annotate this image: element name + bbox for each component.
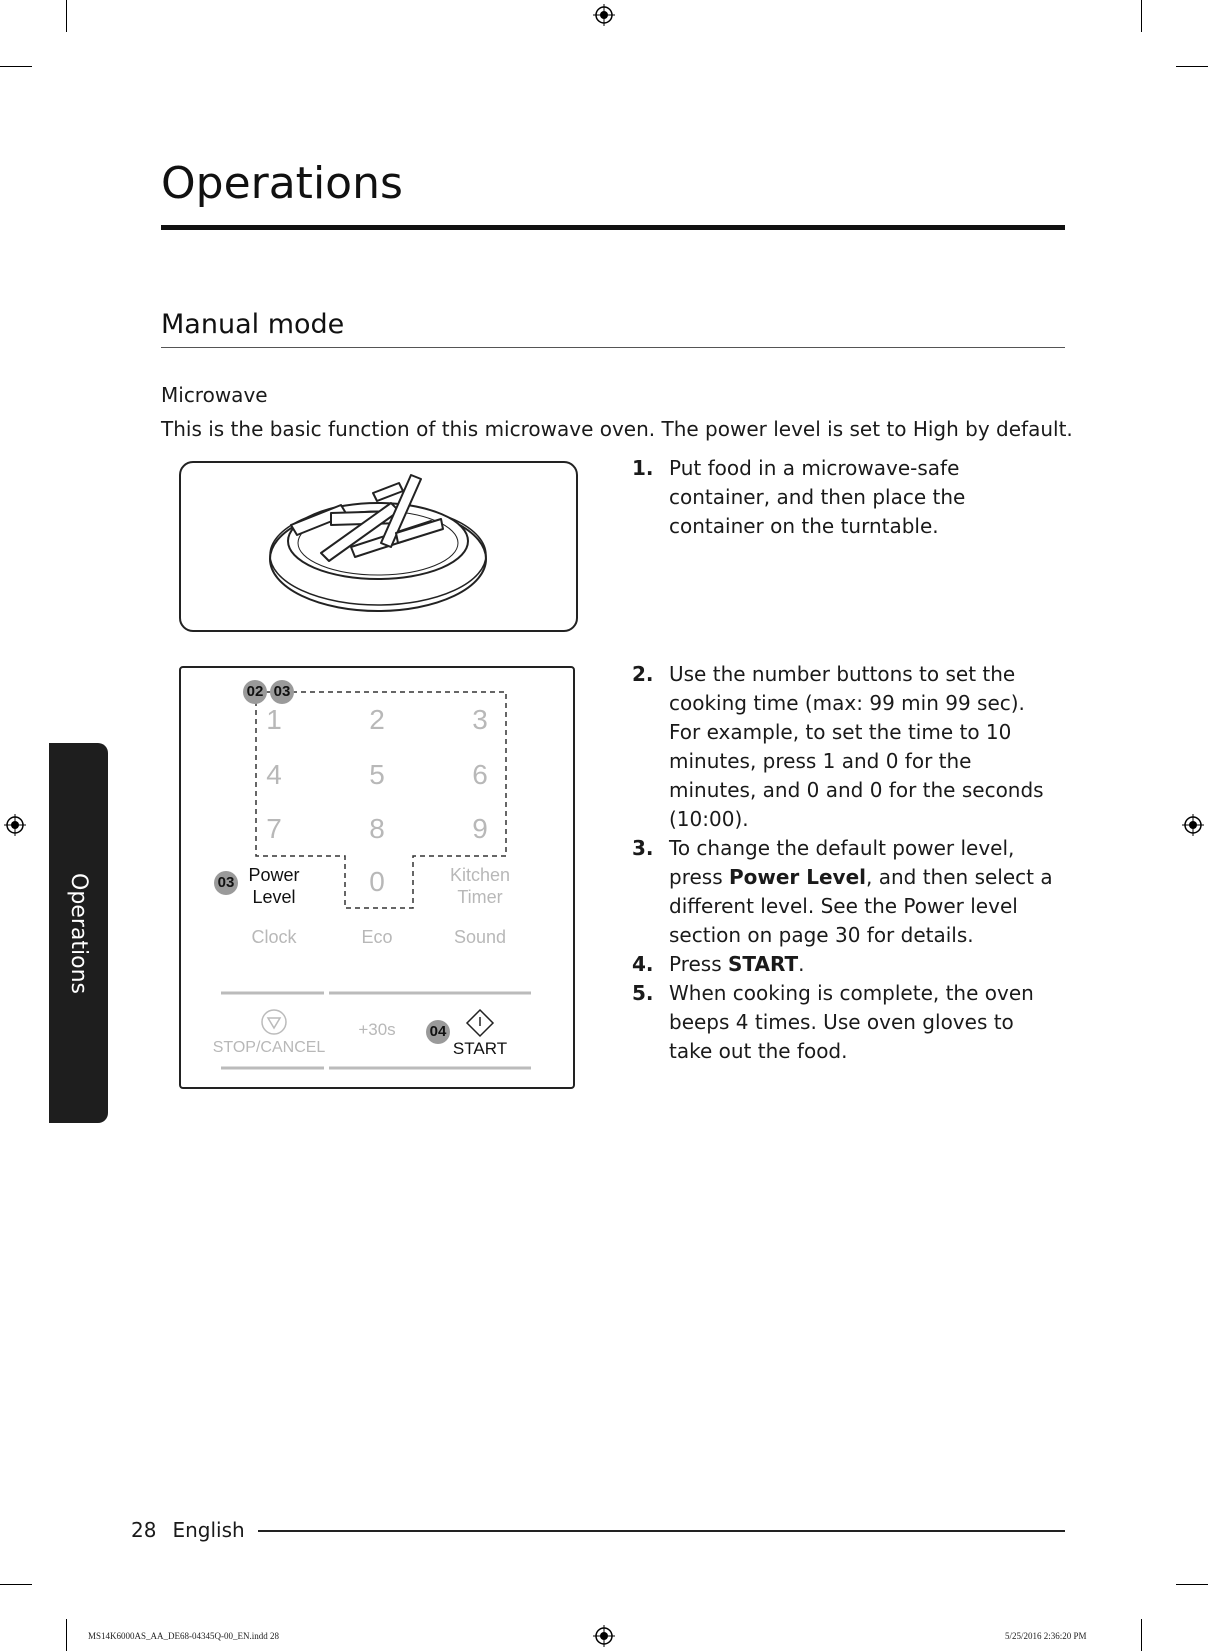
digit-2-button[interactable]: 2 [369, 704, 385, 735]
footer-rule [258, 1530, 1065, 1532]
section-heading: Manual mode [161, 309, 345, 340]
registration-mark-icon [593, 4, 615, 26]
crop-mark [1176, 1584, 1208, 1585]
subheading: Microwave [161, 383, 268, 407]
digit-4-button[interactable]: 4 [266, 759, 282, 790]
digit-1-button[interactable]: 1 [266, 704, 282, 735]
crop-mark [0, 66, 32, 67]
control-panel-illustration [179, 666, 575, 1089]
step-badge-03: 03 [270, 680, 294, 704]
step-5: 5. When cooking is complete, the oven beeps 4 times. Use oven gloves to take out the food. [632, 981, 1034, 1063]
side-tab [49, 743, 108, 1123]
plate-with-food-icon [181, 463, 576, 630]
kitchen-timer-button[interactable]: Kitchen Timer [449, 865, 511, 907]
page-footer [131, 1517, 245, 1543]
clock-button[interactable]: Clock [251, 927, 297, 947]
footer-language: English [172, 1518, 245, 1542]
slug-filename: MS14K6000AS_AA_DE68-04345Q-00_EN.indd 28 [88, 1631, 279, 1641]
digit-7-button[interactable]: 7 [266, 813, 282, 844]
digit-3-button[interactable]: 3 [472, 704, 488, 735]
plus30-button[interactable]: +30s [358, 1020, 396, 1039]
stop-icon [260, 1008, 288, 1036]
page-title: Operations [161, 158, 403, 209]
digit-8-button[interactable]: 8 [369, 813, 385, 844]
step-1: 1. Put food in a microwave-safe container, and then place the container on the turntable. [632, 456, 966, 538]
digit-0-button[interactable]: 0 [369, 866, 385, 897]
digit-5-button[interactable]: 5 [369, 759, 385, 790]
digit-6-button[interactable]: 6 [472, 759, 488, 790]
section-rule [161, 347, 1065, 348]
crop-mark [1141, 1619, 1142, 1651]
stop-cancel-button[interactable]: STOP/CANCEL [212, 1039, 326, 1056]
page-number: 28 [131, 1518, 157, 1542]
steps-group-1 [632, 454, 1062, 541]
crop-mark [1141, 0, 1142, 32]
start-button[interactable]: START [452, 1039, 508, 1058]
step-3: 3. To change the default power level, press Power Level, and then select a different level. See the Power level section on page 30 for details. [632, 836, 1053, 947]
title-rule [161, 225, 1065, 230]
slug-timestamp: 5/25/2016 2:36:20 PM [1005, 1631, 1087, 1641]
registration-mark-icon [593, 1625, 615, 1647]
crop-mark [66, 0, 67, 32]
side-tab-label: Operations [66, 872, 92, 994]
start-icon [465, 1008, 495, 1038]
step-4: 4. Press START. [632, 952, 805, 976]
step-badge-02: 02 [243, 680, 267, 704]
step-badge-03: 03 [214, 871, 238, 895]
step-badge-04: 04 [426, 1020, 450, 1044]
crop-mark [0, 1584, 32, 1585]
step-2: 2. Use the number buttons to set the cooking time (max: 99 min 99 sec). For example, to set the time to 10 minutes, press 1 and 0 for the minutes, and 0 and 0 for the seconds (10:00). [632, 662, 1044, 831]
eco-button[interactable]: Eco [361, 927, 393, 947]
crop-mark [1176, 66, 1208, 67]
digit-9-button[interactable]: 9 [472, 813, 488, 844]
registration-mark-icon [4, 814, 26, 836]
steps-group-2 [632, 660, 1062, 1066]
power-level-link[interactable]: Power level [903, 894, 1018, 918]
sound-button[interactable]: Sound [453, 927, 507, 947]
registration-mark-icon [1182, 814, 1204, 836]
intro-text: This is the basic function of this microwave oven. The power level is set to High by default. [161, 417, 1073, 441]
power-level-button[interactable]: Power Level [248, 865, 300, 907]
food-illustration [179, 461, 578, 632]
crop-mark [66, 1619, 67, 1651]
